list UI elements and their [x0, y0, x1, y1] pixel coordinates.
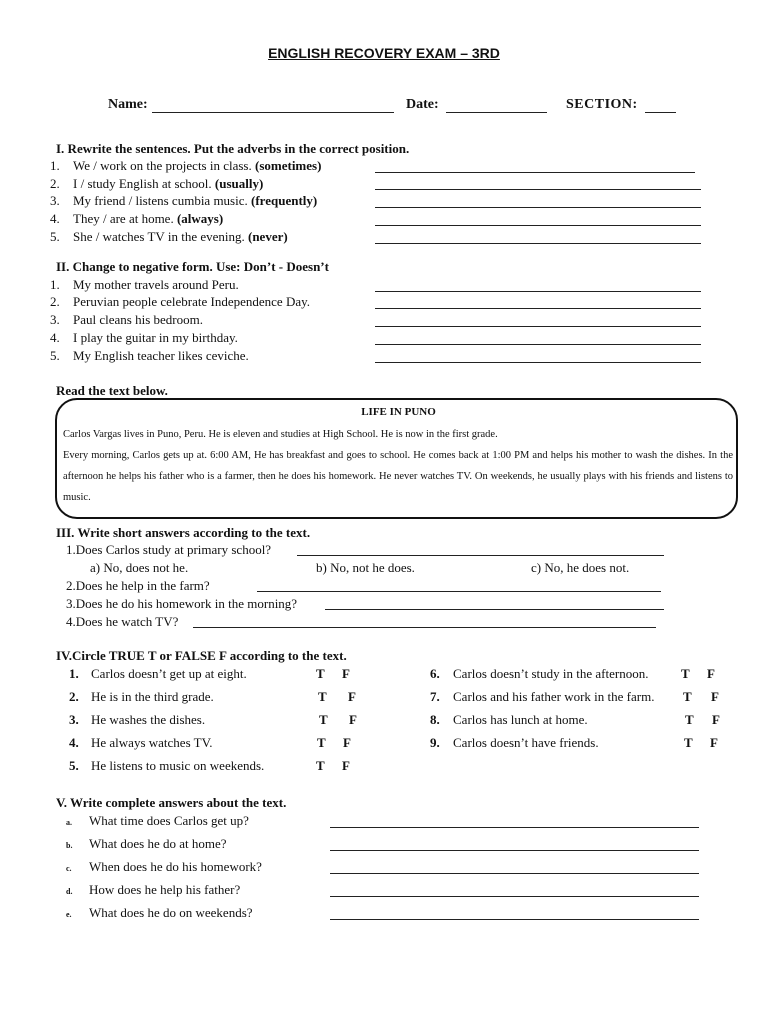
- s4-num: 7.: [430, 689, 440, 704]
- date-field[interactable]: [446, 112, 547, 113]
- s2-answer-2[interactable]: [375, 308, 701, 309]
- s5-question-e: What does he do on weekends?: [89, 905, 253, 920]
- s4-true-4[interactable]: T: [317, 735, 326, 750]
- s4-false-6[interactable]: F: [707, 666, 715, 681]
- exam-title: ENGLISH RECOVERY EXAM – 3RD: [268, 45, 500, 61]
- s4-true-8[interactable]: T: [685, 712, 694, 727]
- section-label: SECTION:: [566, 97, 638, 112]
- s2-item-1: My mother travels around Peru.: [73, 277, 239, 292]
- s4-true-6[interactable]: T: [681, 666, 690, 681]
- s2-answer-1[interactable]: [375, 291, 701, 292]
- s4-true-9[interactable]: T: [684, 735, 693, 750]
- name-label: Name:: [108, 97, 148, 112]
- s3-question-4: 4.Does he watch TV?: [66, 614, 179, 629]
- s5-letter: a.: [66, 818, 72, 827]
- s1-num: 5.: [50, 229, 60, 244]
- s4-true-1[interactable]: T: [316, 666, 325, 681]
- s4-statement-3: He washes the dishes.: [91, 712, 206, 727]
- s5-question-d: How does he help his father?: [89, 882, 241, 897]
- s5-answer-c[interactable]: [330, 873, 699, 874]
- section5-title: V. Write complete answers about the text.: [56, 795, 287, 810]
- s4-statement-1: Carlos doesn’t get up at eight.: [91, 666, 247, 681]
- s3-answer-3[interactable]: [325, 609, 664, 610]
- s4-statement-2: He is in the third grade.: [91, 689, 214, 704]
- s2-item-4: I play the guitar in my birthday.: [73, 330, 238, 345]
- s2-answer-5[interactable]: [375, 362, 701, 363]
- s4-statement-5: He listens to music on weekends.: [91, 758, 265, 773]
- section4-title: IV.Circle TRUE T or FALSE F according to the text.: [56, 648, 347, 663]
- reading-paragraph-1: Carlos Vargas lives in Puno, Peru. He is eleven and studies at High School. He is now in the first grade.: [63, 429, 498, 440]
- section3-title: III. Write short answers according to the text.: [56, 525, 311, 540]
- s2-num: 4.: [50, 330, 60, 345]
- s3-question-3: 3.Does he do his homework in the morning?: [66, 596, 298, 611]
- s1-num: 1.: [50, 158, 60, 173]
- s3-option-b[interactable]: b) No, not he does.: [316, 560, 415, 575]
- s5-letter: d.: [66, 887, 73, 896]
- s4-true-2[interactable]: T: [318, 689, 327, 704]
- reading-paragraph-2: Every morning, Carlos gets up at. 6:00 AM, He has breakfast and goes to school. He comes back at 1:00 PM and helps his mother to wash the dishes. In the afternoon he helps his father who is a farmer, then he does his homework. He never watches TV. On weekends, he usually plays with his friends and listens to music.: [63, 450, 733, 503]
- s4-false-4[interactable]: F: [343, 735, 351, 750]
- s5-question-b: What does he do at home?: [89, 836, 227, 851]
- s4-false-5[interactable]: F: [342, 758, 350, 773]
- s1-num: 2.: [50, 176, 60, 191]
- s4-num: 5.: [69, 758, 79, 773]
- s4-true-7[interactable]: T: [683, 689, 692, 704]
- s4-false-3[interactable]: F: [349, 712, 357, 727]
- s3-option-a[interactable]: a) No, does not he.: [90, 560, 189, 575]
- s5-letter: b.: [66, 841, 73, 850]
- s1-answer-3[interactable]: [375, 207, 701, 208]
- s4-num: 1.: [69, 666, 79, 681]
- s4-false-1[interactable]: F: [342, 666, 350, 681]
- s4-statement-4: He always watches TV.: [91, 735, 213, 750]
- reading-box: [55, 398, 738, 519]
- s2-num: 3.: [50, 312, 60, 327]
- section2-title: II. Change to negative form. Use: Don’t - Doesn’t: [56, 259, 329, 274]
- s1-item-1: We / work on the projects in class. (sometimes): [73, 158, 322, 173]
- s4-num: 2.: [69, 689, 79, 704]
- s4-num: 9.: [430, 735, 440, 750]
- s4-true-3[interactable]: T: [319, 712, 328, 727]
- s1-item-2: I / study English at school. (usually): [73, 176, 264, 191]
- s4-false-2[interactable]: F: [348, 689, 356, 704]
- s1-item-4: They / are at home. (always): [73, 211, 224, 226]
- s3-answer-1[interactable]: [297, 555, 664, 556]
- name-field[interactable]: [152, 112, 394, 113]
- s2-num: 5.: [50, 348, 60, 363]
- section-field[interactable]: [645, 112, 676, 113]
- s5-letter: e.: [66, 910, 72, 919]
- reading-title: LIFE IN PUNO: [361, 406, 436, 418]
- s3-question-1: 1.Does Carlos study at primary school?: [66, 542, 272, 557]
- s1-item-3: My friend / listens cumbia music. (frequently): [73, 193, 318, 208]
- s2-item-3: Paul cleans his bedroom.: [73, 312, 203, 327]
- s2-num: 2.: [50, 294, 60, 309]
- s5-answer-e[interactable]: [330, 919, 699, 920]
- s4-num: 8.: [430, 712, 440, 727]
- s4-statement-6: Carlos doesn’t study in the afternoon.: [453, 666, 649, 681]
- s2-answer-3[interactable]: [375, 326, 701, 327]
- s5-question-c: When does he do his homework?: [89, 859, 262, 874]
- s5-letter: c.: [66, 864, 72, 873]
- s1-item-5: She / watches TV in the evening. (never): [73, 229, 288, 244]
- s4-false-7[interactable]: F: [711, 689, 719, 704]
- s1-answer-1[interactable]: [375, 172, 695, 173]
- s2-num: 1.: [50, 277, 60, 292]
- s2-answer-4[interactable]: [375, 344, 701, 345]
- s4-statement-9: Carlos doesn’t have friends.: [453, 735, 599, 750]
- s5-answer-a[interactable]: [330, 827, 699, 828]
- s3-question-2: 2.Does he help in the farm?: [66, 578, 210, 593]
- s1-answer-4[interactable]: [375, 225, 701, 226]
- s5-question-a: What time does Carlos get up?: [89, 813, 249, 828]
- s4-num: 6.: [430, 666, 440, 681]
- s4-statement-8: Carlos has lunch at home.: [453, 712, 588, 727]
- s4-false-8[interactable]: F: [712, 712, 720, 727]
- section1-title: I. Rewrite the sentences. Put the adverbs in the correct position.: [56, 141, 410, 156]
- s2-item-2: Peruvian people celebrate Independence Day.: [73, 294, 311, 309]
- s3-option-c[interactable]: c) No, he does not.: [531, 560, 630, 575]
- s1-answer-2[interactable]: [375, 189, 701, 190]
- s5-answer-d[interactable]: [330, 896, 699, 897]
- date-label: Date:: [406, 97, 439, 112]
- s4-true-5[interactable]: T: [316, 758, 325, 773]
- s4-num: 4.: [69, 735, 79, 750]
- s3-answer-4[interactable]: [193, 627, 656, 628]
- s5-answer-b[interactable]: [330, 850, 699, 851]
- s1-answer-5[interactable]: [375, 243, 701, 244]
- s1-num: 4.: [50, 211, 60, 226]
- s4-num: 3.: [69, 712, 79, 727]
- s4-false-9[interactable]: F: [710, 735, 718, 750]
- s1-num: 3.: [50, 193, 60, 208]
- s2-item-5: My English teacher likes ceviche.: [73, 348, 249, 363]
- reading-intro: Read the text below.: [56, 383, 168, 398]
- s4-statement-7: Carlos and his father work in the farm.: [453, 689, 655, 704]
- s3-answer-2[interactable]: [257, 591, 661, 592]
